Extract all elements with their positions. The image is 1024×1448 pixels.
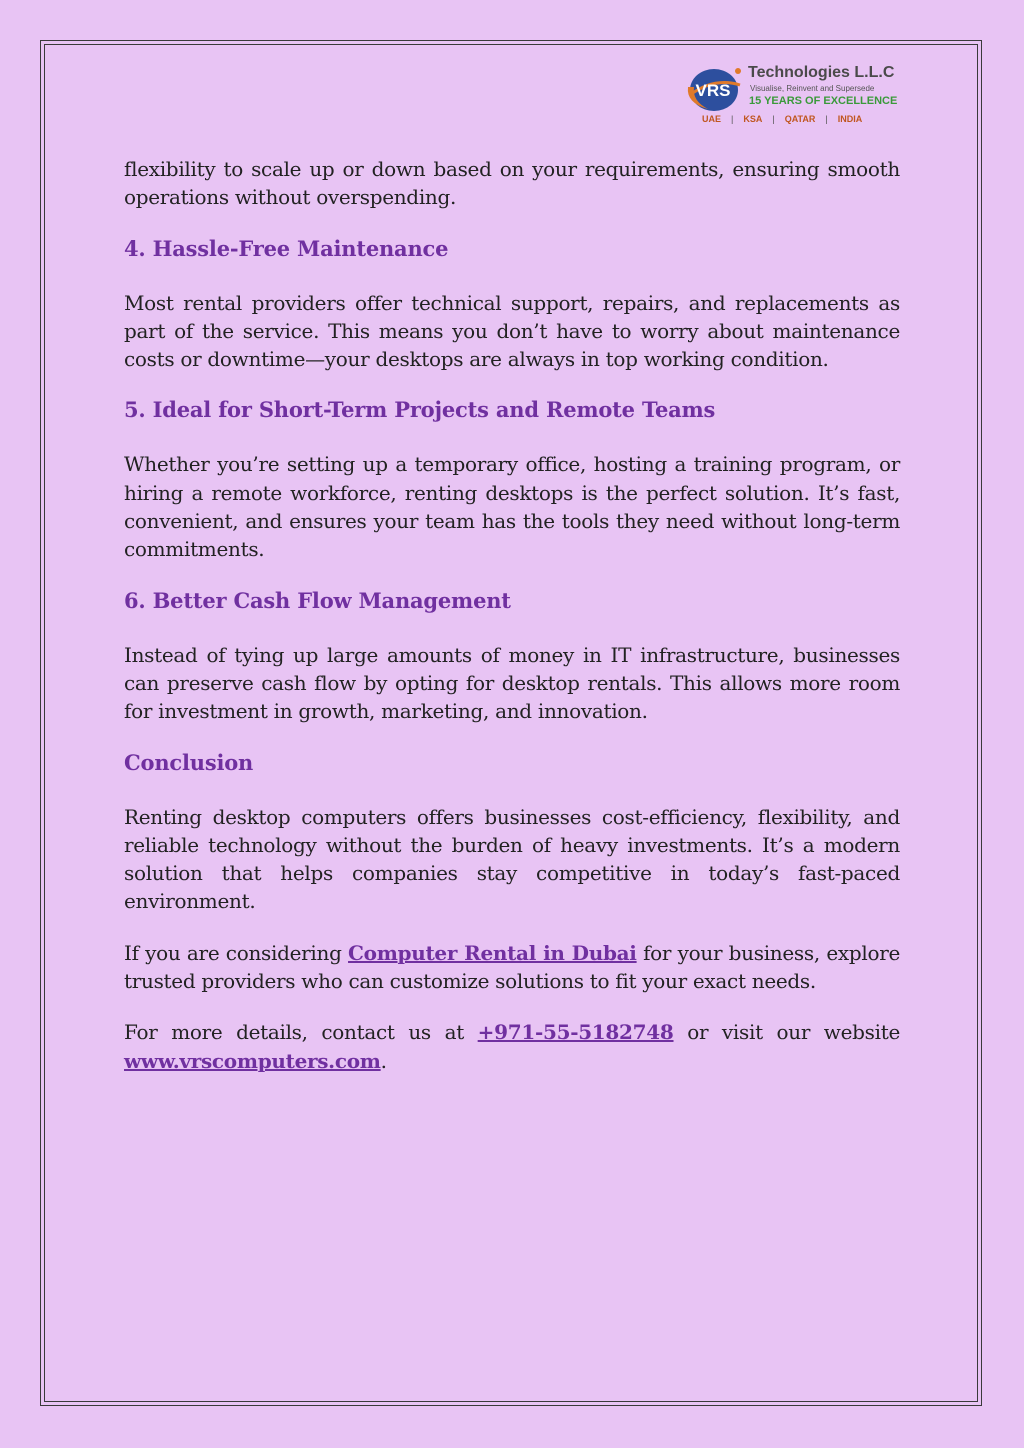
maintenance-paragraph: Most rental providers offer technical support, repairs, and replacements as part of the service. This means you don’t have to worry about maintenance costs or downtime—your desktops are always in top working condition. <box>124 290 900 372</box>
logo-years-badge: 15 YEARS OF EXCELLENCE <box>749 95 898 107</box>
company-logo <box>682 62 902 130</box>
contact-middle: or visit our website <box>673 1020 900 1045</box>
contact-prefix: For more details, contact us at <box>124 1020 478 1045</box>
region-uae: UAE <box>702 114 722 124</box>
logo-regions: UAE | KSA | QATAR | INDIA <box>702 114 863 124</box>
conclusion-paragraph: Renting desktop computers offers businesses cost-efficiency, flexibility, and reliable technology without the burden of heavy investments. It’s a modern solution that helps companies stay competitive in today’s fast-paced environment. <box>124 804 900 914</box>
cta-suffix: for your business, explore trusted providers who can customize solutions to fit your exact needs. <box>124 940 901 994</box>
document-body <box>124 155 900 1075</box>
website-link[interactable]: www.vrscomputers.com <box>124 1048 381 1073</box>
heading-hassle-free-maintenance: 4. Hassle-Free Maintenance <box>124 235 449 261</box>
short-term-paragraph: Whether you’re setting up a temporary office, hosting a training program, or hiring a remote workforce, renting desktops is the perfect solution. It’s fast, convenient, and ensures your team has the tools they need without long-term commitments. <box>124 452 900 562</box>
logo-mark-text: VRS <box>695 81 731 100</box>
region-qatar: QATAR <box>784 114 816 124</box>
intro-paragraph: flexibility to scale up or down based on your requirements, ensuring smooth operations without overspending. <box>124 157 900 210</box>
heading-cash-flow: 6. Better Cash Flow Management <box>124 587 511 613</box>
heading-conclusion: Conclusion <box>124 749 254 775</box>
computer-rental-dubai-link[interactable]: Computer Rental in Dubai <box>348 940 637 965</box>
contact-paragraph <box>124 1018 900 1075</box>
vrs-logo-mark <box>684 65 742 113</box>
heading-short-term-projects: 5. Ideal for Short-Term Projects and Remote Teams <box>124 397 716 423</box>
cash-flow-paragraph: Instead of tying up large amounts of money in IT infrastructure, businesses can preserve cash flow by opting for desktop rentals. This allows more room for investment in growth, marketing, and innovation. <box>124 642 900 724</box>
cta-paragraph <box>124 939 900 996</box>
phone-link[interactable]: +971-55-5182748 <box>477 1020 674 1045</box>
contact-end: . <box>380 1048 387 1073</box>
region-ksa: KSA <box>743 114 763 124</box>
logo-brand-name: Technologies L.L.C <box>748 64 895 81</box>
logo-tagline: Visualise, Reinvent and Supersede <box>750 84 875 93</box>
cta-prefix: If you are considering <box>124 940 349 965</box>
region-india: INDIA <box>837 114 863 124</box>
